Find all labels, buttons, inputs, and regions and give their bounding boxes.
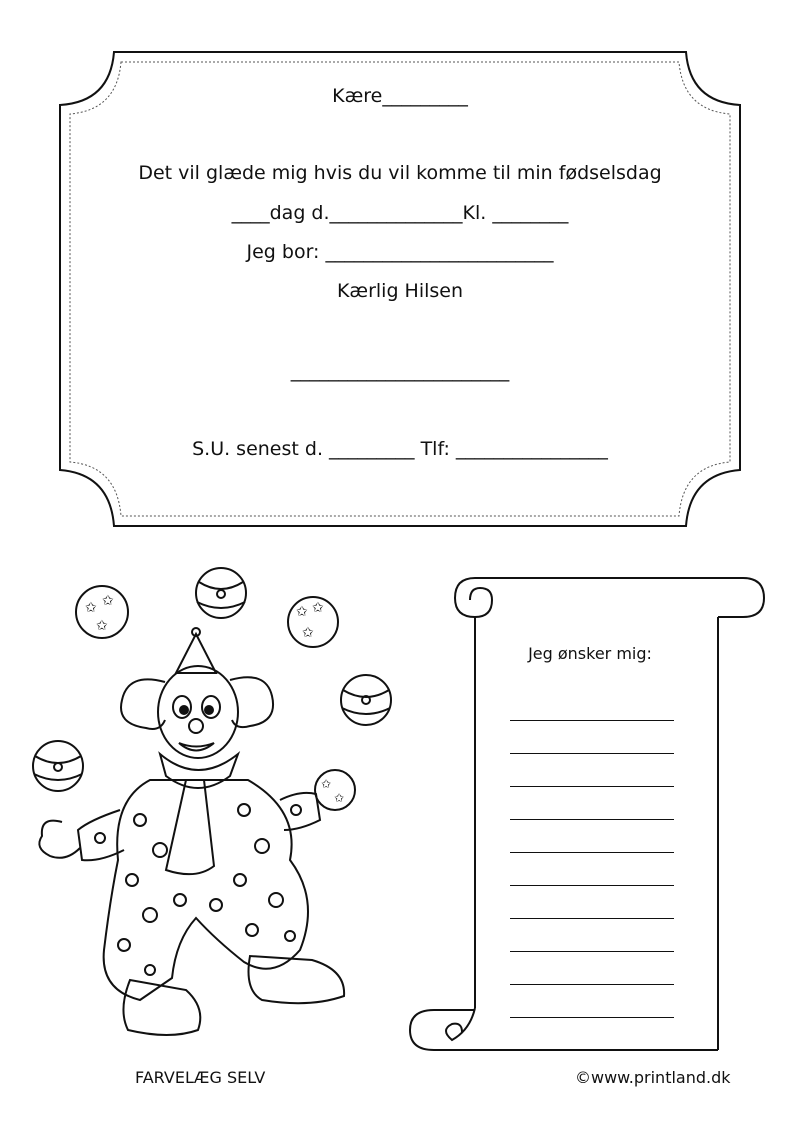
wishlist-title: Jeg ønsker mig: [528,644,652,663]
date-time-line: ____dag d.______________Kl. ________ [231,202,569,224]
wishlist-line [510,720,674,721]
footer-copyright: ©www.printland.dk [575,1068,731,1087]
wishlist-line [510,918,674,919]
signature-line: _______________________ [290,360,510,382]
wishlist-line [510,951,674,952]
svg-text:✩: ✩ [321,777,332,791]
wishlist-line [510,753,674,754]
wishlist-line [510,852,674,853]
rsvp-line: S.U. senest d. _________ Tlf: ________________ [192,438,608,460]
svg-text:✩: ✩ [312,600,324,616]
svg-text:✩: ✩ [102,593,114,609]
wishlist-line [510,984,674,985]
svg-text:✩: ✩ [302,625,314,641]
wishlist-line [510,819,674,820]
address-line: Jeg bor: ________________________ [246,241,554,263]
footer-color-yourself: FARVELÆG SELV [135,1068,266,1087]
closing-text: Kærlig Hilsen [336,280,464,302]
invitation-message: Det vil glæde mig hvis du vil komme til min fødselsdag [138,162,662,184]
svg-text:✩: ✩ [96,618,108,634]
svg-text:✩: ✩ [85,600,97,616]
wishlist-line [510,885,674,886]
wishlist-line [510,786,674,787]
wishlist-line [510,1017,674,1018]
greeting-line: Kære_________ [332,85,468,107]
svg-text:✩: ✩ [334,791,345,805]
svg-text:✩: ✩ [296,604,308,620]
